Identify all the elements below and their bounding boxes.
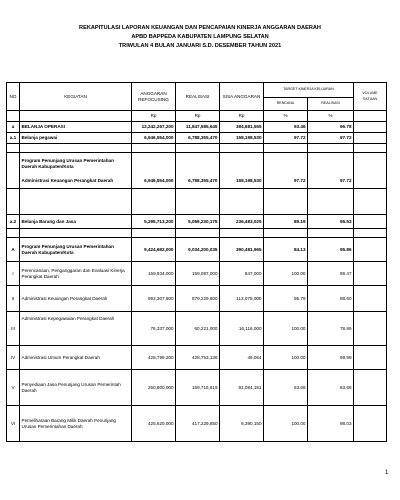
col-no-header: NO bbox=[7, 83, 20, 111]
row-rencana: 84.13 bbox=[264, 238, 308, 262]
table-row bbox=[7, 262, 387, 286]
row-no: V bbox=[7, 370, 20, 406]
col-realisasi-pct-header: REALISASI bbox=[308, 98, 354, 111]
unit-rp: Rp bbox=[132, 111, 176, 122]
row-rencana: 89.19 bbox=[264, 215, 308, 229]
row-realisasi-pct: 78.89 bbox=[308, 312, 354, 346]
row-kegiatan: Belanja pegawai bbox=[20, 133, 132, 144]
table-row bbox=[7, 346, 387, 370]
row-sisa: 158,198,530 bbox=[220, 175, 264, 189]
col-sisa-header: SISA ANGGARAN bbox=[220, 83, 264, 111]
table-row bbox=[7, 133, 387, 144]
row-no: a.1 bbox=[7, 133, 20, 144]
row-anggaran: 250,800,000 bbox=[132, 370, 176, 406]
row-kegiatan: Program Penunjang Urusan Pemerintahan Daerah Kabupaten/Kota bbox=[20, 238, 132, 262]
page-number: 1 bbox=[385, 470, 389, 476]
row-kegiatan: BELANJA OPERASI bbox=[20, 122, 132, 133]
unit-percent: % bbox=[308, 111, 354, 122]
row-sisa: 46,064 bbox=[220, 346, 264, 370]
table-row bbox=[7, 238, 387, 262]
row-anggaran: 76,337,000 bbox=[132, 312, 176, 346]
row-realisasi: 6,788,355,470 bbox=[176, 133, 220, 144]
table-row bbox=[7, 122, 387, 133]
row-realisasi-pct: 63.68 bbox=[308, 370, 354, 406]
spacer-row bbox=[7, 144, 387, 153]
row-kegiatan: Administrasi Umum Perangkat Daerah bbox=[20, 346, 132, 370]
row-realisasi: 159,087,000 bbox=[176, 262, 220, 286]
table-row bbox=[7, 215, 387, 229]
row-anggaran: 428,799,200 bbox=[132, 346, 176, 370]
row-rencana: 97.72 bbox=[264, 175, 308, 189]
row-sisa: 390,481,965 bbox=[220, 238, 264, 262]
spacer-row bbox=[7, 189, 387, 215]
row-rencana: 100.00 bbox=[264, 312, 308, 346]
row-realisasi: 60,221,000 bbox=[176, 312, 220, 346]
row-anggaran: 6,946,554,000 bbox=[132, 133, 176, 144]
table-row bbox=[7, 370, 387, 406]
units-row bbox=[7, 111, 387, 122]
unit-rp: Rp bbox=[220, 111, 264, 122]
row-realisasi-pct: 98.03 bbox=[308, 406, 354, 442]
row-realisasi: 159,715,819 bbox=[176, 370, 220, 406]
table-row bbox=[7, 312, 387, 346]
row-realisasi-pct: 97.72 bbox=[308, 175, 354, 189]
spacer-row bbox=[7, 229, 387, 238]
row-realisasi: 5,059,230,175 bbox=[176, 215, 220, 229]
budget-table bbox=[6, 82, 387, 442]
col-anggaran-header: ANGGARAN REFOCUSING bbox=[132, 83, 176, 111]
row-anggaran: 159,934,000 bbox=[132, 262, 176, 286]
row-anggaran: 425,620,000 bbox=[132, 406, 176, 442]
row-kegiatan: Pemeliharaan Barang Milik Daerah Penunjang Urusan Pemerintahan Daerah bbox=[20, 406, 132, 442]
row-kegiatan: Administrasi Keuangan Perangkat Daerah bbox=[20, 286, 132, 312]
row-realisasi-pct: 99.47 bbox=[308, 262, 354, 286]
row-kegiatan: Program Penunjang Urusan Pemerintahan Daerah Kabupaten/Kota bbox=[20, 153, 132, 175]
row-sisa: 847,000 bbox=[220, 262, 264, 286]
row-realisasi-pct: 88.60 bbox=[308, 286, 354, 312]
row-kegiatan: Belanja Barang dan Jasa bbox=[20, 215, 132, 229]
row-kegiatan: Administrasi Keuangan Perangkat Daerah bbox=[20, 175, 132, 189]
row-realisasi: 9,034,200,035 bbox=[176, 238, 220, 262]
unit-rp: Rp bbox=[176, 111, 220, 122]
row-no: a bbox=[7, 122, 20, 133]
row-sisa: 8,390,150 bbox=[220, 406, 264, 442]
row-anggaran: 5,295,713,200 bbox=[132, 215, 176, 229]
row-realisasi-pct: 96.78 bbox=[308, 122, 354, 133]
report-title: REKAPITULASI LAPORAN KEUANGAN DAN PENCAPAIAN KINERJA ANGGARAN DAERAH bbox=[79, 25, 321, 31]
table-row bbox=[7, 286, 387, 312]
col-kegiatan-header: KEGIATAN bbox=[20, 83, 132, 111]
row-realisasi-pct: 97.72 bbox=[308, 133, 354, 144]
col-realisasi-header: REALISASI bbox=[176, 83, 220, 111]
row-rencana: 95.79 bbox=[264, 286, 308, 312]
row-rencana: 100.00 bbox=[264, 346, 308, 370]
row-sisa: 158,198,530 bbox=[220, 133, 264, 144]
row-rencana: 97.72 bbox=[264, 133, 308, 144]
row-sisa: 236,483,025 bbox=[220, 215, 264, 229]
table-row bbox=[7, 406, 387, 442]
unit-percent: % bbox=[264, 111, 308, 122]
col-rencana-header: RENCANA bbox=[264, 98, 308, 111]
row-rencana: 100.00 bbox=[264, 262, 308, 286]
row-kegiatan: Administrasi Kepegawaian Perangkat Daerah bbox=[20, 312, 132, 346]
row-anggaran: 9,424,682,000 bbox=[132, 238, 176, 262]
row-no: IV bbox=[7, 346, 20, 370]
row-realisasi: 428,753,136 bbox=[176, 346, 220, 370]
row-no: A bbox=[7, 238, 20, 262]
row-rencana: 93.46 bbox=[264, 122, 308, 133]
row-rencana: 63.68 bbox=[264, 370, 308, 406]
row-sisa: 113,078,000 bbox=[220, 286, 264, 312]
col-volume-header: VOLUME SATUAN bbox=[354, 83, 387, 111]
row-sisa: 91,084,181 bbox=[220, 370, 264, 406]
row-realisasi-pct: 99.99 bbox=[308, 346, 354, 370]
row-realisasi: 417,229,850 bbox=[176, 406, 220, 442]
row-rencana: 100.00 bbox=[264, 406, 308, 442]
table-row bbox=[7, 175, 387, 189]
table-row bbox=[7, 153, 387, 175]
row-no: a.2 bbox=[7, 215, 20, 229]
row-no: VI bbox=[7, 406, 20, 442]
row-anggaran: 992,307,600 bbox=[132, 286, 176, 312]
row-sisa: 16,116,000 bbox=[220, 312, 264, 346]
row-no: II bbox=[7, 286, 20, 312]
report-subtitle: APBD BAPPEDA KABUPATEN LAMPUNG SELATAN bbox=[131, 34, 269, 40]
row-kegiatan: Penyediaan Jasa Penunjang Urusan Pemerintah Daerah bbox=[20, 370, 132, 406]
row-anggaran: 12,242,267,200 bbox=[132, 122, 176, 133]
row-sisa: 394,681,555 bbox=[220, 122, 264, 133]
row-no: I bbox=[7, 262, 20, 286]
row-realisasi: 11,847,585,645 bbox=[176, 122, 220, 133]
row-realisasi: 879,229,600 bbox=[176, 286, 220, 312]
report-period: TRIWULAN 4 BULAN JANUARI S.D. DESEMBER TAHUN 2021 bbox=[118, 43, 282, 49]
row-realisasi: 6,788,355,470 bbox=[176, 175, 220, 189]
row-anggaran: 6,946,554,000 bbox=[132, 175, 176, 189]
col-target-header: TARGET KINERJA KELUARAN bbox=[264, 83, 354, 98]
row-kegiatan: Perencanaan, Penganggaran dan Evaluasi Kinerja Perangkat Daerah bbox=[20, 262, 132, 286]
row-no: III bbox=[7, 312, 20, 346]
row-realisasi-pct: 95.86 bbox=[308, 238, 354, 262]
header-row-1 bbox=[7, 83, 387, 98]
row-realisasi-pct: 95.53 bbox=[308, 215, 354, 229]
